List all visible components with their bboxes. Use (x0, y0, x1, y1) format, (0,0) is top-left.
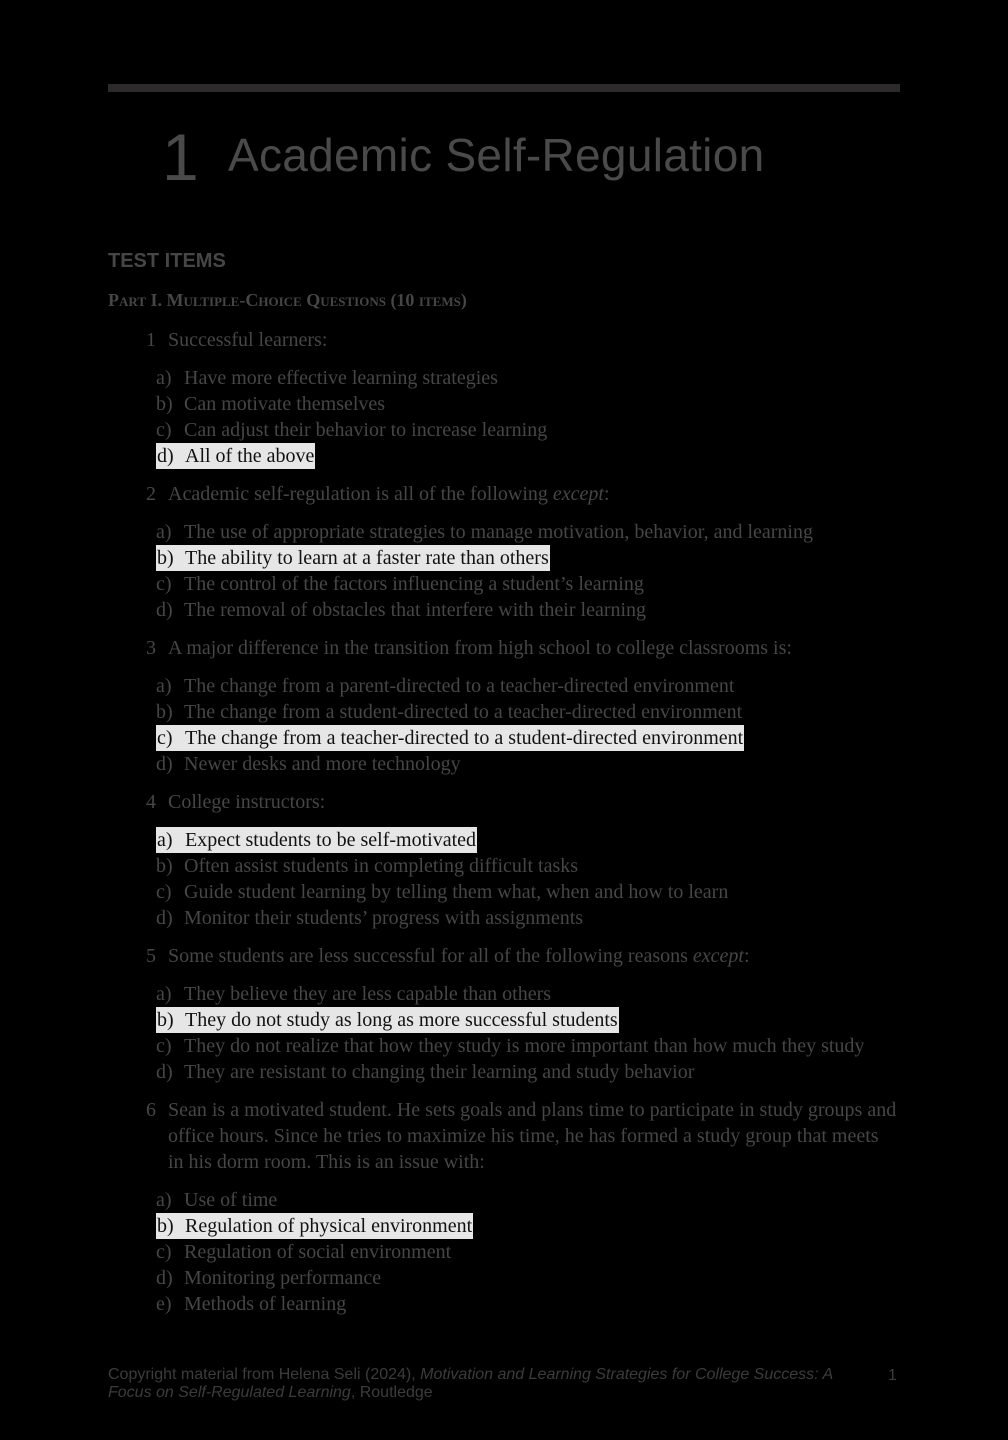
question-number: 4 (146, 791, 156, 813)
answer-option (156, 879, 886, 905)
option-list (156, 519, 898, 623)
option-letter: a) (156, 1189, 172, 1211)
option-letter: b) (156, 701, 173, 723)
option-letter: d) (156, 1061, 173, 1083)
highlighted-answer-option (156, 827, 886, 853)
question-stem (156, 481, 898, 507)
answer-option (156, 1187, 886, 1213)
option-text: Can adjust their behavior to increase learning (184, 419, 548, 441)
option-list (156, 1187, 898, 1317)
question-stem (156, 1097, 898, 1175)
question-item (108, 481, 898, 507)
option-letter: d) (156, 1267, 173, 1289)
question-stem-text: Successful learners: (168, 329, 328, 351)
part-heading: Part I. Multiple-Choice Questions (10 items) (108, 290, 467, 310)
option-letter: b) (156, 855, 173, 877)
answer-option (156, 699, 886, 725)
answer-option (156, 391, 886, 417)
answer-option (156, 981, 886, 1007)
option-text: The control of the factors influencing a student’s learning (184, 573, 644, 595)
option-text: They do not realize that how they study is more important than how much they study (184, 1035, 865, 1057)
option-letter: d) (156, 907, 173, 929)
question-number: 2 (146, 483, 156, 505)
question-stem-text: Academic self-regulation is all of the following (168, 483, 548, 505)
option-text: Often assist students in completing difficult tasks (184, 855, 579, 877)
highlighted-answer-option (156, 443, 886, 469)
answer-option (156, 365, 886, 391)
question-stem (156, 943, 898, 969)
answer-option (156, 519, 886, 545)
option-letter: a) (156, 675, 172, 697)
question-stem (156, 789, 898, 815)
question-stem-text: A major difference in the transition from high school to college classrooms is: (168, 637, 792, 659)
option-letter: b) (157, 1009, 174, 1031)
option-text: Monitoring performance (184, 1267, 382, 1289)
answer-option (156, 673, 886, 699)
question-stem-text: Some students are less successful for all of the following reasons (168, 945, 688, 967)
question-stem (156, 327, 898, 353)
answer-option (156, 571, 886, 597)
option-text: Regulation of social environment (184, 1241, 452, 1263)
copyright-footer (108, 1366, 868, 1402)
highlighted-answer-option (156, 545, 886, 571)
option-letter: e) (156, 1293, 172, 1315)
question-item (108, 789, 898, 815)
top-rule (108, 84, 900, 92)
question-stem-emphasis: except (692, 945, 744, 967)
answer-option (156, 1059, 886, 1085)
answer-option (156, 1239, 886, 1265)
option-text: The change from a student-directed to a teacher-directed environment (184, 701, 743, 723)
option-text: The use of appropriate strategies to manage motivation, behavior, and learning (184, 521, 813, 543)
option-letter: d) (156, 753, 173, 775)
option-text: They believe they are less capable than others (184, 983, 552, 1005)
option-letter: a) (156, 521, 172, 543)
question-list (108, 327, 898, 1329)
option-letter: b) (156, 393, 173, 415)
option-letter: c) (156, 1241, 172, 1263)
question-stem (156, 635, 898, 661)
option-list (156, 365, 898, 469)
answer-option (156, 853, 886, 879)
option-letter: b) (157, 1215, 174, 1237)
option-text: They are resistant to changing their learning and study behavior (184, 1061, 695, 1083)
chapter-number: 1 (162, 120, 199, 194)
option-letter: d) (157, 445, 174, 467)
answer-option (156, 1291, 886, 1317)
answer-option (156, 905, 886, 931)
option-list (156, 673, 898, 777)
option-text: The change from a parent-directed to a teacher-directed environment (184, 675, 735, 697)
question-item (108, 635, 898, 661)
question-number: 3 (146, 637, 156, 659)
section-heading: TEST ITEMS (108, 250, 226, 272)
option-text: The removal of obstacles that interfere with their learning (184, 599, 647, 621)
answer-option (156, 1033, 886, 1059)
footer-prefix: Copyright material from Helena Seli (2024), (108, 1366, 416, 1383)
answer-option (156, 597, 886, 623)
option-letter: c) (156, 1035, 172, 1057)
option-letter: c) (156, 573, 172, 595)
option-text: Expect students to be self-motivated (185, 829, 477, 851)
question-item (108, 327, 898, 353)
question-stem-text: Sean is a motivated student. He sets goals and plans time to participate in study groups and office hours. Since he tries to maximize his time, he has formed a study group that meets in his dorm room. This is an issue with: (168, 1099, 897, 1173)
option-text: The change from a teacher-directed to a student-directed environment (185, 727, 744, 749)
option-text: They do not study as long as more successful students (185, 1009, 618, 1031)
question-stem-tail: : (603, 483, 610, 505)
option-list (156, 827, 898, 931)
option-text: Can motivate themselves (184, 393, 386, 415)
option-letter: c) (156, 881, 172, 903)
option-letter: c) (157, 727, 173, 749)
footer-book-title: Motivation and Learning Strategies for College Success: A Focus on Self-Regulated Learning (108, 1366, 833, 1401)
option-text: Monitor their students’ progress with assignments (184, 907, 584, 929)
option-text: Newer desks and more technology (184, 753, 461, 775)
option-letter: c) (156, 419, 172, 441)
question-item (108, 1097, 898, 1175)
option-letter: a) (156, 367, 172, 389)
option-text: Use of time (184, 1189, 278, 1211)
answer-option (156, 1265, 886, 1291)
option-text: The ability to learn at a faster rate than others (185, 547, 549, 569)
question-number: 1 (146, 329, 156, 351)
question-stem-emphasis: except (552, 483, 604, 505)
footer-publisher: , Routledge (350, 1384, 433, 1401)
highlighted-answer-option (156, 725, 886, 751)
option-text: Guide student learning by telling them what, when and how to learn (184, 881, 729, 903)
option-text: Regulation of physical environment (185, 1215, 473, 1237)
chapter-title: Academic Self-Regulation (228, 129, 765, 181)
highlighted-answer-option (156, 1007, 886, 1033)
question-stem-tail: : (743, 945, 750, 967)
option-text: Have more effective learning strategies (184, 367, 498, 389)
option-letter: a) (157, 829, 173, 851)
answer-option (156, 417, 886, 443)
option-letter: a) (156, 983, 172, 1005)
question-number: 6 (146, 1099, 156, 1121)
question-number: 5 (146, 945, 156, 967)
option-text: All of the above (185, 445, 315, 467)
question-item (108, 943, 898, 969)
page-number: 1 (888, 1367, 897, 1384)
answer-option (156, 751, 886, 777)
question-stem-text: College instructors: (168, 791, 326, 813)
option-letter: d) (156, 599, 173, 621)
option-letter: b) (157, 547, 174, 569)
option-list (156, 981, 898, 1085)
highlighted-answer-option (156, 1213, 886, 1239)
option-text: Methods of learning (184, 1293, 347, 1315)
